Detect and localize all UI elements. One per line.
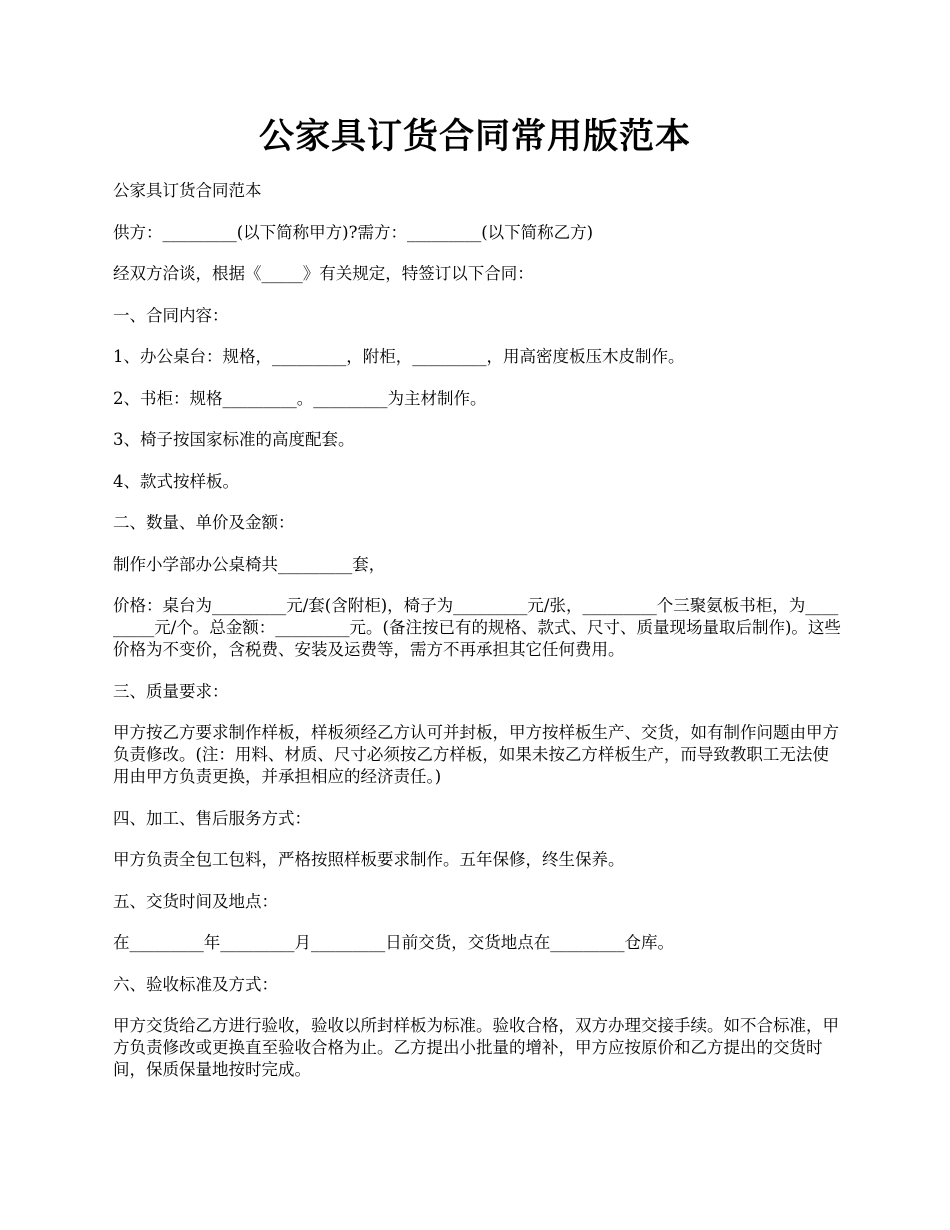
clause-acceptance: 甲方交货给乙方进行验收，验收以所封样板为标准。验收合格，双方办理交接手续。如不合标准，甲方负责修改或更换直至验收合格为止。乙方提出小批量的增补，甲方应按原价和乙方提出的交货时间，保质保量地按时完成。 bbox=[113, 1016, 839, 1079]
intro-paragraph: 经双方洽谈，根据《_____》有关规定，特签订以下合同： bbox=[113, 264, 534, 283]
section-heading-contents: 一、合同内容： bbox=[113, 305, 229, 325]
document-body bbox=[113, 180, 841, 1101]
clause-bookcase: 2、书柜：规格_________。_________为主材制作。 bbox=[113, 388, 487, 408]
clause-quality: 甲方按乙方要求制作样板，样板须经乙方认可并封板，甲方按样板生产、交货，如有制作问题由甲方负责修改。(注：用料、材质、尺寸必须按乙方样板，如果未按乙方样板生产，而导致教职工无法使用由甲方负责更换，并承担相应的经济责任。) bbox=[113, 723, 839, 786]
clause-price: 价格：桌台为_________元/套(含附柜)，椅子为_________元/张，_________个三聚氨板书柜，为_________元/个。总金额：_________元。(备注按已有的规格、款式、尺寸、质量现场量取后制作)。这些价格为不变价，含税费、安装及运费等，需方不再承担其它任何费用。 bbox=[113, 596, 841, 659]
section-heading-service: 四、加工、售后服务方式： bbox=[113, 808, 311, 828]
parties-paragraph: 供方：_________(以下简称甲方)?需方：_________(以下简称乙方) bbox=[113, 222, 594, 242]
clause-desk: 1、办公桌台：规格，_________，附柜，_________，用高密度板压木皮制作。 bbox=[113, 347, 685, 366]
clause-chair: 3、椅子按国家标准的高度配套。 bbox=[113, 430, 355, 449]
clause-quantity: 制作小学部办公桌椅共_________套， bbox=[113, 554, 386, 574]
section-heading-quantity-price: 二、数量、单价及金额： bbox=[113, 513, 295, 532]
clause-delivery: 在_________年_________月_________日前交货，交货地点在_________仓库。 bbox=[113, 933, 674, 952]
clause-style: 4、款式按样板。 bbox=[113, 471, 239, 491]
section-heading-acceptance: 六、验收标准及方式： bbox=[113, 974, 278, 994]
document-title: 公家具订货合同常用版范本 bbox=[258, 116, 691, 157]
subtitle-paragraph: 公家具订货合同范本 bbox=[113, 181, 262, 200]
section-heading-delivery: 五、交货时间及地点： bbox=[113, 891, 278, 911]
section-heading-quality: 三、质量要求： bbox=[113, 681, 229, 701]
clause-service: 甲方负责全包工包料，严格按照样板要求制作。五年保修，终生保养。 bbox=[113, 850, 625, 869]
